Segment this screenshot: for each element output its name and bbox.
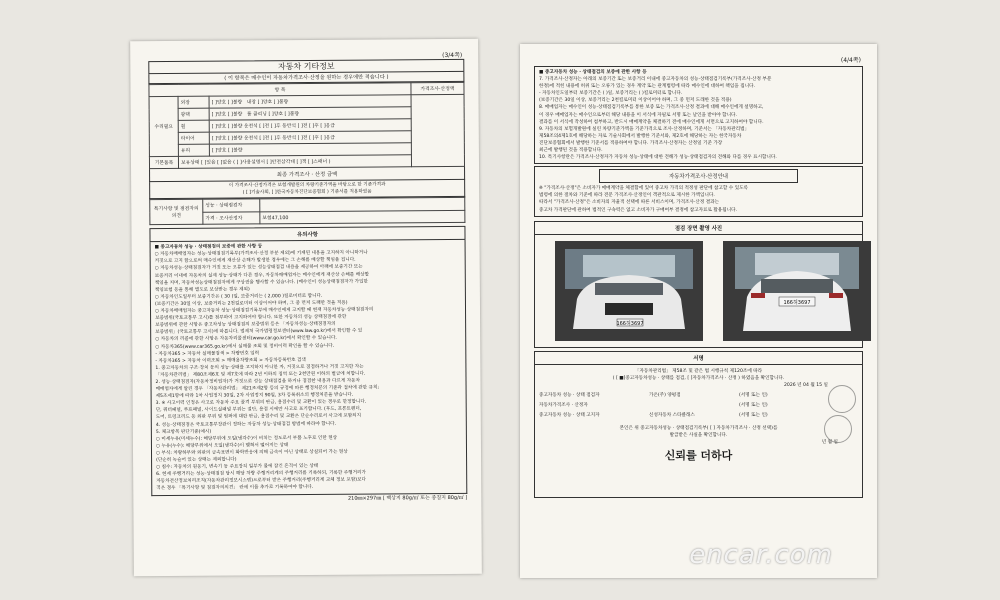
paper-spec: 210㎜×297㎜ [ 백상지 80g/㎡ 또는 중질지 80g/㎡ ] (347, 495, 468, 503)
notice-line: 거짓으로 고지 함으로써 매수인에게 재산상 손해가 발생한 경우에는 그 손해를 배상할 책임을 집니다. (154, 258, 356, 265)
notice-line: (단순히 녹슬어 있는 상태는 제외합니다) (156, 457, 237, 464)
car-front-image (555, 241, 703, 341)
assessment-guide-text (539, 185, 858, 213)
page-number: (3/4쪽) (442, 51, 463, 60)
notice-line: 4. 성능·상태점검은 국토교통부장관이 정하는 자동차 성능·상태점검 방법에 따라야 합니다. (155, 421, 337, 428)
final-price-header: 최종 가격조사 · 산정 금액 (149, 167, 465, 182)
guarantee-line: 최근에 발행된 것을 적용합니다. (539, 148, 603, 154)
notice-line: 「자동차관리법」 제80조제6호 및 제7호에 따라 2년 이하의 징역 또는 2천만원 이하의 벌금에 처합니다. (155, 371, 366, 378)
row-label: 유리 (178, 144, 209, 156)
row-label: 외장 (178, 96, 209, 108)
notice-line: ○ 미세누유(미세누수): 해당부위에 오일(냉각수)이 비치는 정도로서 부품 노후로 인한 현상 (155, 435, 338, 442)
notice-line: 1. 중고자동차의 구조·장치 등의 성능·상태를 고지하지 아니한 자, 거짓으로 점검하거나 거짓 고지한 자는 (155, 364, 364, 371)
notice-line: 책임보험 등을 통해 별도로 보상받는 경우 제외) (154, 287, 250, 293)
inspection-page-4 (520, 44, 877, 578)
items-header: 항 목 (149, 83, 411, 97)
notice-line: ○ 자동차성능·상태점검자가 거짓 또는 오류가 있는 성능상태점검 내용을 제공하여 아래에 보증기간 또는 (154, 265, 363, 272)
row-options: [ ]양호 [ ]불량 (209, 143, 411, 156)
notice-line: 자동차전산정보처리조직(자동차관리정보시스템)으로부터 받은 주행거리(주행거리계 교체 정보 포함)보다 (156, 477, 366, 485)
notice-line: 책임을 지며, 자동차성능상태점검자에게 구상권을 행사할 수 있습니다. (매수인이 성능상태점검자가 가입한 (154, 279, 368, 286)
assessment-guide (534, 166, 863, 216)
signature-statement: 「자동차관리법」 제58조 및 같은 법 시행규칙 제120조에 따라 (634, 368, 763, 374)
signer-name (649, 402, 739, 409)
rear-plate: 166허3697 (783, 299, 811, 306)
signer-name: 신성자동차 스타클래스 (649, 413, 695, 419)
signer-sign: (서명 또는 인) (739, 413, 768, 419)
page-number: (4/4쪽) (840, 57, 861, 64)
slogan-text: 신뢰를 더하다 (664, 449, 733, 463)
row-options: [ ]양호 [ ]불량 (257, 100, 289, 106)
notice-box (150, 240, 468, 496)
final-price-text (149, 180, 465, 199)
remarks-label: 특기사항 및 점검자의 의견 (150, 199, 203, 224)
signer-row (539, 402, 858, 409)
receipt-date: 년 월 일 (821, 440, 838, 446)
guarantee-line: 한정)에 적힌 내용에 허위 또는 오류가 있는 경우 계약 또는 관계법령에 따라 매수인에 대하여 책임을 집니다. (539, 84, 755, 90)
row-options: [ ]양호 [ ]불량 운전석 [ ]전 [ ]후 동반석 [ ]전 [ ]후 [ ]응급 (209, 119, 411, 132)
notice-header: 유의사항 (149, 226, 465, 242)
repair-label: 수리필요 (149, 96, 178, 156)
front-plate: 166허3697 (616, 320, 644, 327)
notice-line: 적은 경우 「특기사항 및 점검자의의견」 란에 이를 추가로 기록하여야 합니다. (156, 485, 314, 492)
receipt-statement: 본인은 위 중고자동차성능 · 상태점검기록부( [ ] 자동차가격조사 · 산정 선택)를 (619, 426, 778, 432)
seal-stamp (828, 385, 856, 413)
notice-line: 보증거리 이내에 자동차의 실제 성능·상태가 다른 경우, 자동차매매업자는 매수인에게 재산상 손해를 배상할 (154, 272, 370, 279)
seal-stamp (824, 415, 852, 443)
notice-line: - 자동차365 > 자동차 실매물검색 > 차량번호 입력 (155, 350, 260, 357)
assessment-line: 중고차 가격판단에 관하여 법적인 구속력은 없고 소비자가 구매여부 결정에 참고자료로 활용됩니다. (539, 207, 738, 213)
notice-line: ○ 부식: 차량하부와 외판의 금속표면이 화학반응에 의해 금속이 아닌 상태로 상실되어 가는 현상 (155, 449, 348, 456)
row-options: [ ]양호 [ ]불량 (211, 112, 243, 118)
row-options: [ ]양호 [ ]불량 (211, 100, 243, 106)
row-label: 룸 클리닝 (246, 112, 267, 118)
signer-sign: (서명 또는 인) (739, 392, 768, 398)
price-assessor-label: 가격 · 조사산정자 (203, 212, 260, 225)
guarantee-line: (보증기간은 30일 이상, 보증거리는 2천킬로미터 이상이어야 하며, 그 중 먼저 도래한 것을 적용) (539, 98, 732, 104)
guarantee-box (534, 66, 863, 164)
guarantee-line: 결과를 이 서식에 작성하여 첨부하고, 반드시 매매계약을 체결하기 전에 매수인에게 서면으로 고지하여야 합니다. (539, 119, 764, 125)
row-options: [ ]양호 [ ]불량 (268, 112, 300, 118)
notice-line: ○ 자동차의 리콜에 관한 사항은 자동차리콜센터(www.car.go.kr)에서 확인할 수 있습니다. (155, 336, 337, 343)
signer-role: 중고자동차 성능 · 상태 고지자 (539, 413, 600, 419)
notice-line: ○ 자동차매매업자는 성능·상태점검기록부(가격조사·산정 부분 제외)에 기재된 내용을 고지하지 아니하거나 (154, 250, 368, 258)
guarantee-line: - 자동차인도일부터 보증기간은 ( )일, 보증거리는 ( )킬로미터로 합니다. (539, 91, 683, 97)
section-title: ■ 중고자동차 성능 · 상태점검의 보증에 관한 사항 등 (539, 70, 647, 75)
notice-line: 6. 현재 주행거리는 성능·상태점검 당시 해당 차량 주행거리계의 주행거리를 기록하되, 기록한 주행거리가 (156, 470, 366, 478)
price-assessor-value: 보험47,100 (260, 210, 465, 224)
car-rear-photo (723, 241, 871, 341)
assessor-cell (411, 94, 465, 166)
guarantee-line: 7. 가격조사·산정자는 아래의 보증기간 또는 보증거리 이내에 중고자동차의 성능·상태점검기록부(가격조사·산정 부분 (539, 77, 772, 83)
signer-row (539, 412, 858, 419)
notice-line: 5. 체크항목 판단기준(예시) (155, 429, 212, 435)
assessor-table (149, 197, 465, 225)
notice-list (155, 249, 463, 492)
notice-line: ○ 침수: 자동차의 원동기, 변속기 등 주요장치 일부가 물에 잠긴 흔적이 있는 상태 (156, 464, 319, 471)
signer-name: 가온(주) 양평점 (649, 392, 681, 398)
guarantee-line: 8. 매매업자는 매수인이 성능·상태점검기록부를 통한 보증 또는 가격조사·산정 결과에 대해 매수인에게 설명하고, (539, 105, 764, 111)
row-label: 내장 (246, 100, 257, 106)
signer-row (539, 392, 858, 399)
row-options: [ ]양호 [ ]불량 운전석 [ ]전 [ ]후 동반석 [ ]전 [ ]후 [ ]응급 (209, 131, 411, 144)
signature-date: 2026 년 04 월 15 일 (784, 382, 828, 388)
notice-line: 제5조제1항에 따라 1차 사업정지 30일, 2차 사업정지 90일, 3차 등록취소의 행정처분을 받습니다. (155, 392, 354, 400)
vehicle-condition-table (148, 82, 465, 169)
notice-line: 보증범위에 관한 사항은 중고차성능 상태점검의 보증범위 등은 「자동차성능·상태점검자의 (155, 322, 336, 329)
notice-line: ○ 자동차365(www.car365.go.kr)에서 실매물 조회 및 정비이력 확인을 할 수 있습니다. (155, 343, 335, 350)
page-title: 자동차 기타정보 (148, 59, 464, 74)
signer-role: 중고자동차 성능 · 상태 점검자 (539, 392, 600, 398)
notice-line: 3. ※ 사고이력 인정은 사고로 자동차 주요 골격 부위의 판금, 용접수리 및 교환이 있는 경우로 한정합니다. (155, 399, 367, 407)
basic-items-options: 보유상태 [ ]있음 [ ]없음 ( [ ]사용설명서 [ ]안전삼각대 [ ]잭 [ ]스패너 ) (178, 155, 411, 169)
assessment-line: ※ "가격조사·산정"은 소비자가 매매계약을 체결함에 있어 중고차 가격의 적정성 판단에 참고할 수 있도록 (539, 186, 749, 192)
guarantee-line: 제58조의4제1호에 해당하는 자로 기술사회에서 발행한 기준서와, 제2호에 해당하는 자는 한국자동차 (539, 133, 742, 139)
guarantee-line: 이 경우 매매업자는 매수인으로부터 해당 내용을 이 서식에 자필로 서명 또는 날인을 받아야 합니다. (539, 112, 737, 118)
guarantee-list (539, 76, 858, 161)
notice-line: 단, 쿼터패널, 루프패널, 사이드실패널 부위는 절단, 용접 시에만 사고로 표기합니다. (후드, 프론트펜더, (155, 406, 362, 414)
final-price-line: 이 가격조사·산정가격은 보험개발원의 차량기준가액을 바탕으로 한 기준가격과 (228, 182, 386, 189)
inspection-page-3 (130, 39, 482, 576)
notice-line: ○ 자동차인도일부터 보증기간은 ( 30 )일, 보증거리는 ( 2,000 )킬로미터로 합니다. (154, 293, 323, 300)
basic-items-label: 기본품목 (149, 156, 178, 168)
guarantee-line: 10. 특기사항란은 가격조사·산정자가 자동차 성능·상태에 대한 견해가 성능·상태점검자의 견해와 다를 경우 표시합니다. (539, 155, 777, 161)
notice-line: 도어, 트렁크리드 등 외판 부위 및 범퍼에 대한 판금, 용접수리 및 교환은 단순수리로서 사고에 포함되지 (155, 414, 362, 421)
notice-line: - 자동차365 > 자동차 이력조회 > 매매용차량조회 > 자동차등록번호 검색 (155, 357, 306, 364)
row-label: 광택 (178, 108, 209, 120)
assessor-header: 가격조사·산정액 (411, 82, 464, 94)
photo-area (534, 235, 863, 348)
notice-line: 보증범위(국토교통부 고시)를 첨부하여 고지하여야 합니다. 또한 자동차의 성능 상태점검에 관한 (155, 314, 347, 322)
page-subtitle: ( 이 항목은 매수인이 자동차가격조사·산정을 원하는 경우에만 적습니다 ) (148, 72, 464, 84)
signer-list (539, 392, 858, 419)
row-label: 휠 (178, 120, 209, 132)
signer-role: 자동차가격조사 · 산정자 (539, 402, 588, 408)
signature-header: 서명 (534, 351, 863, 365)
guarantee-line: 9. 자동차의 보험개발원에 실린 차량기준가액을 기준가격으로 조사·산정하며, 기준서는 「자동차관리법」 (539, 126, 750, 132)
signer-sign: (서명 또는 인) (739, 402, 768, 408)
car-rear-image (723, 241, 871, 341)
receipt-statement: 발급받은 사실을 확인합니다. (669, 433, 728, 439)
assessment-line: 따라서 "가격조사·산정"은 소비자의 자율적 선택에 따른 서비스이며, 가격조사·산정 결과는 (539, 200, 720, 206)
final-price-line: ( [ ]기술사회, [ ]한국자동차진단보증협회 ) 기준서를 적용하였음 (242, 189, 372, 196)
notice-line: ○ 누유(누수): 해당부위에서 오일(냉각수)이 맺혀서 떨어지는 상태 (155, 442, 289, 449)
signature-statement: ( [ ■]중고자동차성능 · 상태를 점검, [ ]자동차가격조사 · 산정 ) 하였음을 확인합니다. (612, 375, 785, 381)
guarantee-line: 진단보증협회에서 발행한 기준서를 적용하여야 합니다. 가격조사·산정자는 산정일 기준 가장 (539, 140, 723, 146)
notice-line: 보증범위」(국토교통부 고시)에 따릅니다. 법제처 국가법령정보센터(www.law.go.kr)에서 확인할 수 있 (155, 328, 363, 336)
car-front-photo (555, 241, 703, 341)
row-label: 타이어 (178, 132, 209, 144)
notice-line: (보증기간은 30일 이상, 보증거리는 2천킬로미터 이상이어야 하며, 그 중 먼저 도래한 것을 적용) (154, 300, 348, 307)
inspector-label: 성능 · 상태점검자 (203, 199, 260, 212)
assessment-guide-title: 자동차가격조사·산정안내 (599, 169, 798, 183)
assessment-line: 법령에 의한 절차와 기준에 따라 전문 가격조사·산정인이 객관적으로 제시한 가액입니다. (539, 193, 715, 199)
notice-line: ○ 자동차매매업자는 중고자동차 성능·상태점검기록부에 매수인에게 고지할 때 현재 자동차성능·상태점검자의 (155, 307, 374, 315)
notice-title: ■ 중고자동차 성능 · 상태점검의 보증에 관한 사항 등 (154, 244, 263, 251)
notice-line: 2. 성능·상태점검자(자동차정비업자)가 거짓으로 성능 상태점검을 하거나 점검한 내용과 다르게 자동차 (155, 378, 361, 386)
encar-watermark: encar.com (689, 540, 833, 570)
notice-line: 매매업자에게 알린 경우 「자동차관리법」 제21조제2항 등의 규정에 따른 행정처분의 기준과 절차에 관한 규칙」 (155, 385, 383, 393)
signature-box (534, 365, 863, 498)
photo-header: 점검 장면 촬영 사진 (534, 221, 863, 235)
